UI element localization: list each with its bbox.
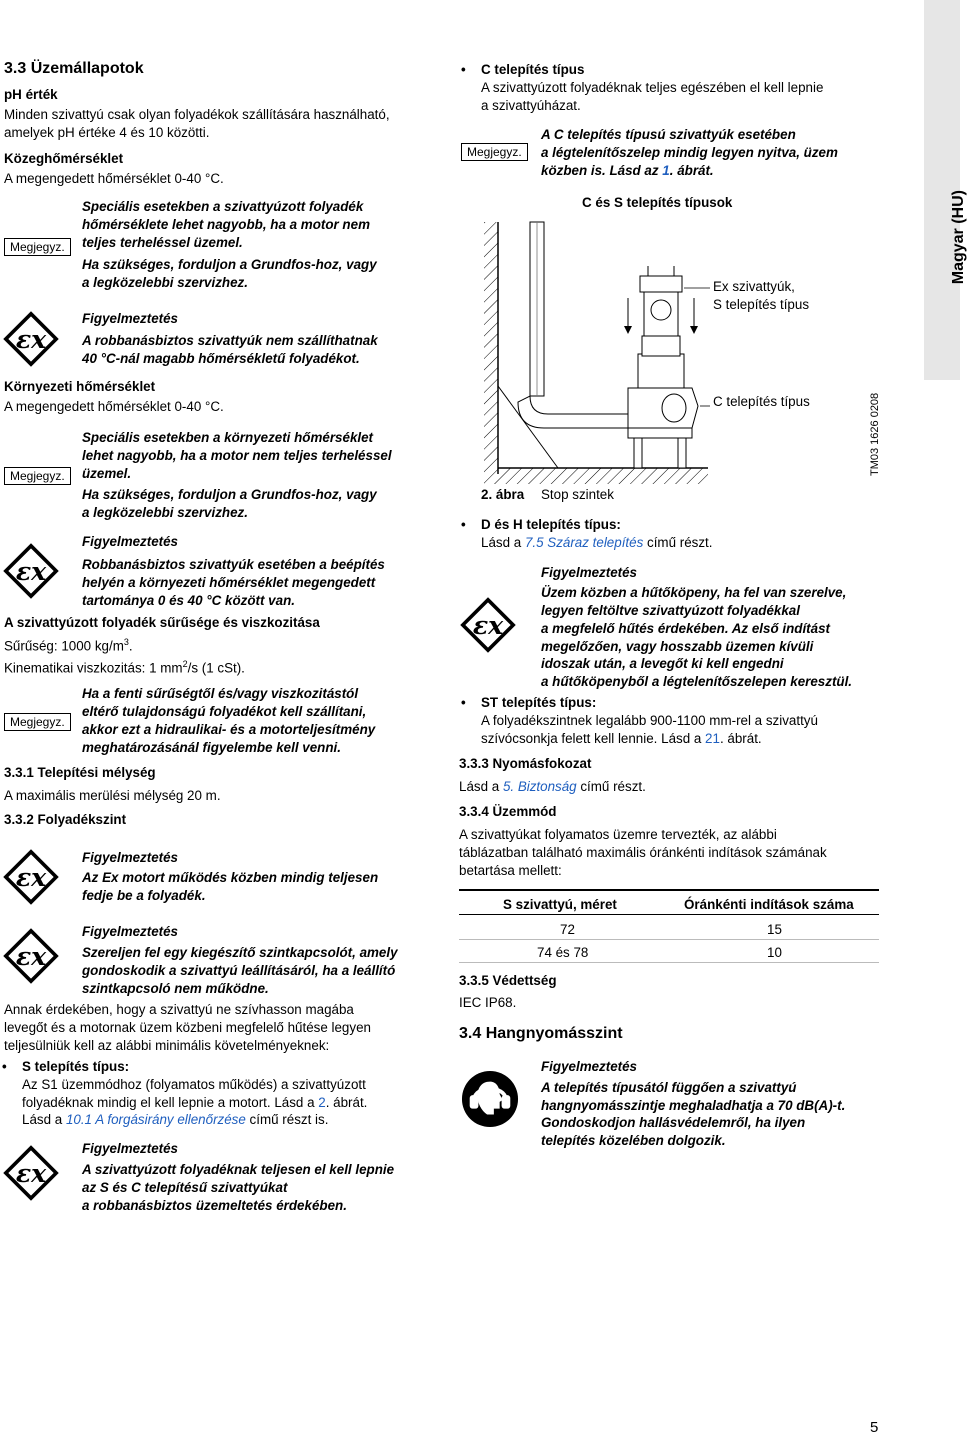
ex-warning-icon bbox=[4, 312, 58, 366]
side-language-label: Magyar (HU) bbox=[950, 190, 967, 285]
note3-line2: eltérő tulajdonságú folyadékot kell szállítani, bbox=[82, 704, 367, 719]
table-row-rule bbox=[459, 939, 879, 940]
ex-warning-icon bbox=[4, 850, 58, 904]
note-badge: Megjegyz. bbox=[4, 467, 71, 485]
section-3-3-4-title: 3.3.4 Üzemmód bbox=[459, 804, 557, 819]
note1-line5: a legközelebbi szervizhez. bbox=[82, 275, 248, 290]
figure-21-link[interactable]: 21 bbox=[705, 731, 720, 746]
note2-line1: Speciális esetekben a környezeti hőmérséklet bbox=[82, 430, 374, 445]
warn6-line1: Üzem közben a hűtőköpeny, ha fel van szerelve, bbox=[541, 585, 847, 600]
ex-warning-icon bbox=[4, 544, 58, 598]
section-3-3-1-title: 3.3.1 Telepítési mélység bbox=[4, 765, 156, 780]
dh-type-text: Lásd a 7.5 Száraz telepítés című részt. bbox=[481, 535, 713, 550]
c-type-title: • C telepítés típus bbox=[481, 61, 584, 78]
section-3-3-5-title: 3.3.5 Védettség bbox=[459, 973, 557, 988]
figure-2-link[interactable]: 2 bbox=[318, 1095, 326, 1110]
page-number: 5 bbox=[870, 1419, 879, 1436]
note4-line1: A C telepítés típusú szivattyúk esetében bbox=[541, 127, 796, 142]
section-3-3-1-text: A maximális merülési mélység 20 m. bbox=[4, 788, 221, 803]
table-bottom-rule bbox=[459, 962, 879, 963]
svg-text:εx: εx bbox=[15, 1158, 47, 1188]
note4-line2: a légtelenítőszelep mindig legyen nyitva, üzem bbox=[541, 145, 838, 160]
section-3-4-title: 3.4 Hangnyomásszint bbox=[459, 1025, 623, 1042]
warn7-line1: A telepítés típusától függően a szivattyú bbox=[541, 1080, 797, 1095]
section-3-3-4-line3: betartása mellett: bbox=[459, 863, 562, 878]
note1-line1: Speciális esetekben a szivattyúzott folyadék bbox=[82, 199, 364, 214]
warning-label: Figyelmeztetés bbox=[82, 311, 179, 326]
svg-text:εx: εx bbox=[15, 324, 47, 354]
warning-label: Figyelmeztetés bbox=[82, 534, 179, 549]
ambient-temp-text: A megengedett hőmérséklet 0-40 °C. bbox=[4, 399, 224, 414]
ph-text-1: Minden szivattyú csak olyan folyadékok szállítására használható, bbox=[4, 107, 390, 122]
ex-warning-icon bbox=[461, 598, 515, 652]
liquid-temp-title: Közeghőmérséklet bbox=[4, 151, 124, 166]
note-badge: Megjegyz. bbox=[4, 713, 71, 731]
note4-line3: közben is. Lásd az 1. ábrát. bbox=[541, 163, 714, 178]
viscosity-text: Kinematikai viszkozitás: 1 $mm^2/s$ (1 cSt). bbox=[4, 659, 245, 676]
svg-text:εx: εx bbox=[15, 862, 47, 892]
section-3-3-5-text: IEC IP68. bbox=[459, 995, 517, 1010]
requirements-para-3: teljesülniük kell az alábbi minimális követelményeknek: bbox=[4, 1038, 330, 1053]
figure-code: TM03 1626 0208 bbox=[869, 392, 881, 476]
warning-label: Figyelmeztetés bbox=[82, 1141, 179, 1156]
table-row-1-size: 72 bbox=[560, 922, 575, 937]
section-3-3-4-line2: táblázatban található maximális óránkénti indítások számának bbox=[459, 845, 827, 860]
warn5-line1: A szivattyúzott folyadéknak teljesen el kell lepnie bbox=[82, 1162, 395, 1177]
ex-warning-icon bbox=[4, 1146, 58, 1200]
section-3-3-3-text: Lásd a 5. Biztonság című részt. bbox=[459, 779, 646, 794]
st-type-line2: szívócsonkja felett kell lennie. Lásd a 21. ábrát. bbox=[481, 731, 762, 746]
warn4-line1: Szereljen fel egy kiegészítő szintkapcsolót, amely bbox=[82, 945, 398, 960]
svg-text:εx: εx bbox=[472, 610, 504, 640]
warn5-line3: a robbanásbiztos üzemeltetés érdekében. bbox=[82, 1198, 347, 1213]
fig-label-ex-1: Ex szivattyúk, bbox=[713, 279, 795, 294]
warn6-line6: a hűtőköpenyből a légtelenítőszelepen keresztül. bbox=[541, 674, 853, 689]
section-3-3-2-title: 3.3.2 Folyadékszint bbox=[4, 812, 127, 827]
warn2-line2: helyén a környezeti hőmérséklet megengedett bbox=[82, 575, 376, 590]
table-top-rule bbox=[459, 889, 879, 891]
warn6-line2: legyen feltöltve szivattyúzott folyadékkal bbox=[541, 603, 800, 618]
s-type-line3: Lásd a 10.1 A forgásirány ellenőrzése című részt is. bbox=[22, 1112, 329, 1127]
st-type-title: • ST telepítés típus: bbox=[481, 694, 596, 711]
warn7-line2: hangnyomásszintje meghaladhatja a 70 dB(A)-t. bbox=[541, 1098, 846, 1113]
requirements-para-2: levegőt és a motornak üzem közbeni megfelelő hűtése legyen bbox=[4, 1020, 371, 1035]
svg-text:εx: εx bbox=[15, 556, 47, 586]
note2-line5: a legközelebbi szervizhez. bbox=[82, 505, 248, 520]
ex-warning-icon bbox=[4, 929, 58, 983]
fig-label-ex-2: S telepítés típus bbox=[713, 297, 810, 312]
warning-label: Figyelmeztetés bbox=[82, 924, 179, 939]
warning-label: Figyelmeztetés bbox=[541, 1059, 638, 1074]
s-type-line1: Az S1 üzemmódhoz (folyamatos működés) a szivattyúzott bbox=[22, 1077, 366, 1092]
safety-link[interactable]: 5. Biztonság bbox=[502, 779, 577, 794]
note-badge: Megjegyz. bbox=[4, 238, 71, 256]
requirements-para-1: Annak érdekében, hogy a szivattyú ne szívhasson magába bbox=[4, 1002, 354, 1017]
ambient-temp-title: Környezeti hőmérséklet bbox=[4, 379, 156, 394]
dry-installation-link[interactable]: 7.5 Száraz telepítés bbox=[524, 535, 644, 550]
dh-type-title: • D és H telepítés típus: bbox=[481, 516, 621, 533]
rotation-check-link[interactable]: 10.1 A forgásirány ellenőrzése bbox=[65, 1112, 246, 1127]
ph-title: pH érték bbox=[4, 87, 58, 102]
note3-line4: meghatározásánál figyelembe kell venni. bbox=[82, 740, 341, 755]
c-type-line2: a szivattyúházat. bbox=[481, 98, 581, 113]
note1-line4: Ha szükséges, forduljon a Grundfos-hoz, vagy bbox=[82, 257, 377, 272]
s-type-title: • S telepítés típus: bbox=[22, 1058, 129, 1075]
warn4-line3: szintkapcsoló nem működne. bbox=[82, 981, 269, 996]
note-badge: Megjegyz. bbox=[461, 143, 528, 161]
density-title: A szivattyúzott folyadék sűrűsége és viszkozitása bbox=[4, 615, 320, 630]
note2-line2: lehet nagyobb, ha a motor nem teljes terheléssel bbox=[82, 448, 392, 463]
pump-installation-diagram bbox=[478, 206, 858, 486]
density-text: Sűrűség: 1000 $kg/m^3$. bbox=[4, 637, 133, 654]
ph-text-2: amelyek pH értéke 4 és 10 közötti. bbox=[4, 125, 210, 140]
note2-line3: üzemel. bbox=[82, 466, 132, 481]
table-row-2-starts: 10 bbox=[767, 945, 782, 960]
warn7-line4: telepítés közelében dolgozik. bbox=[541, 1133, 726, 1148]
table-header-rule bbox=[459, 914, 879, 915]
hearing-protection-icon bbox=[461, 1070, 519, 1128]
table-header-starts: Óránkénti indítások száma bbox=[684, 897, 854, 912]
figure-caption-number: 2. ábra bbox=[481, 487, 525, 502]
warn1-line1: A robbanásbiztos szivattyúk nem szállíthatnak bbox=[82, 333, 378, 348]
side-language-tab bbox=[924, 0, 967, 380]
svg-text:εx: εx bbox=[15, 941, 47, 971]
warn5-line2: az S és C telepítésű szivattyúkat bbox=[82, 1180, 288, 1195]
table-row-2-size: 74 és 78 bbox=[537, 945, 589, 960]
note1-line2: hőmérséklete lehet nagyobb, ha a motor nem bbox=[82, 217, 370, 232]
liquid-temp-text: A megengedett hőmérséklet 0-40 °C. bbox=[4, 171, 224, 186]
c-type-line1: A szivattyúzott folyadéknak teljes egészében el kell lepnie bbox=[481, 80, 824, 95]
warning-label: Figyelmeztetés bbox=[82, 850, 179, 865]
section-title-3-3: 3.3 Üzemállapotok bbox=[4, 60, 144, 77]
section-3-3-4-line1: A szivattyúkat folyamatos üzemre tervezték, az alábbi bbox=[459, 827, 777, 842]
figure-caption-text: Stop szintek bbox=[541, 487, 614, 502]
warn6-line3: a megfelelő hűtés érdekében. Az első indítást bbox=[541, 621, 830, 636]
warning-label: Figyelmeztetés bbox=[541, 565, 638, 580]
warn4-line2: gondoskodik a szivattyú leállításáról, ha a leállító bbox=[82, 963, 396, 978]
st-type-line1: A folyadékszintnek legalább 900-1100 mm-rel a szivattyú bbox=[481, 713, 818, 728]
figure-title: C és S telepítés típusok bbox=[582, 195, 733, 210]
warn6-line5: idoszak után, a levegőt ki kell engedni bbox=[541, 656, 784, 671]
note3-line1: Ha a fenti sűrűségtől és/vagy viszkozitástól bbox=[82, 686, 359, 701]
warn2-line1: Robbanásbiztos szivattyúk esetében a beépítés bbox=[82, 557, 385, 572]
warn3-line2: fedje be a folyadék. bbox=[82, 888, 206, 903]
s-type-line2: folyadéknak mindig el kell lepnie a motort. Lásd a 2. ábrát. bbox=[22, 1095, 368, 1110]
note2-line4: Ha szükséges, forduljon a Grundfos-hoz, vagy bbox=[82, 487, 377, 502]
warn6-line4: megelőzően, vagy hosszabb üzemen kívüli bbox=[541, 639, 814, 654]
fig-label-c: C telepítés típus bbox=[713, 394, 810, 409]
note3-line3: akkor ezt a hidraulikai- és a motorteljesítmény bbox=[82, 722, 376, 737]
table-header-size: S szivattyú, méret bbox=[503, 897, 617, 912]
figure-1-link[interactable]: 1 bbox=[662, 163, 670, 178]
warn7-line3: Gondoskodjon hallásvédelemről, ha ilyen bbox=[541, 1115, 806, 1130]
warn1-line2: 40 °C-nál magabb hőmérsékletű folyadékot. bbox=[82, 351, 360, 366]
table-row-1-starts: 15 bbox=[767, 922, 782, 937]
warn2-line3: tartománya 0 és 40 °C között van. bbox=[82, 593, 295, 608]
warn3-line1: Az Ex motort működés közben mindig teljesen bbox=[82, 870, 379, 885]
section-3-3-3-title: 3.3.3 Nyomásfokozat bbox=[459, 756, 592, 771]
note1-line3: teljes terheléssel üzemel. bbox=[82, 235, 243, 250]
